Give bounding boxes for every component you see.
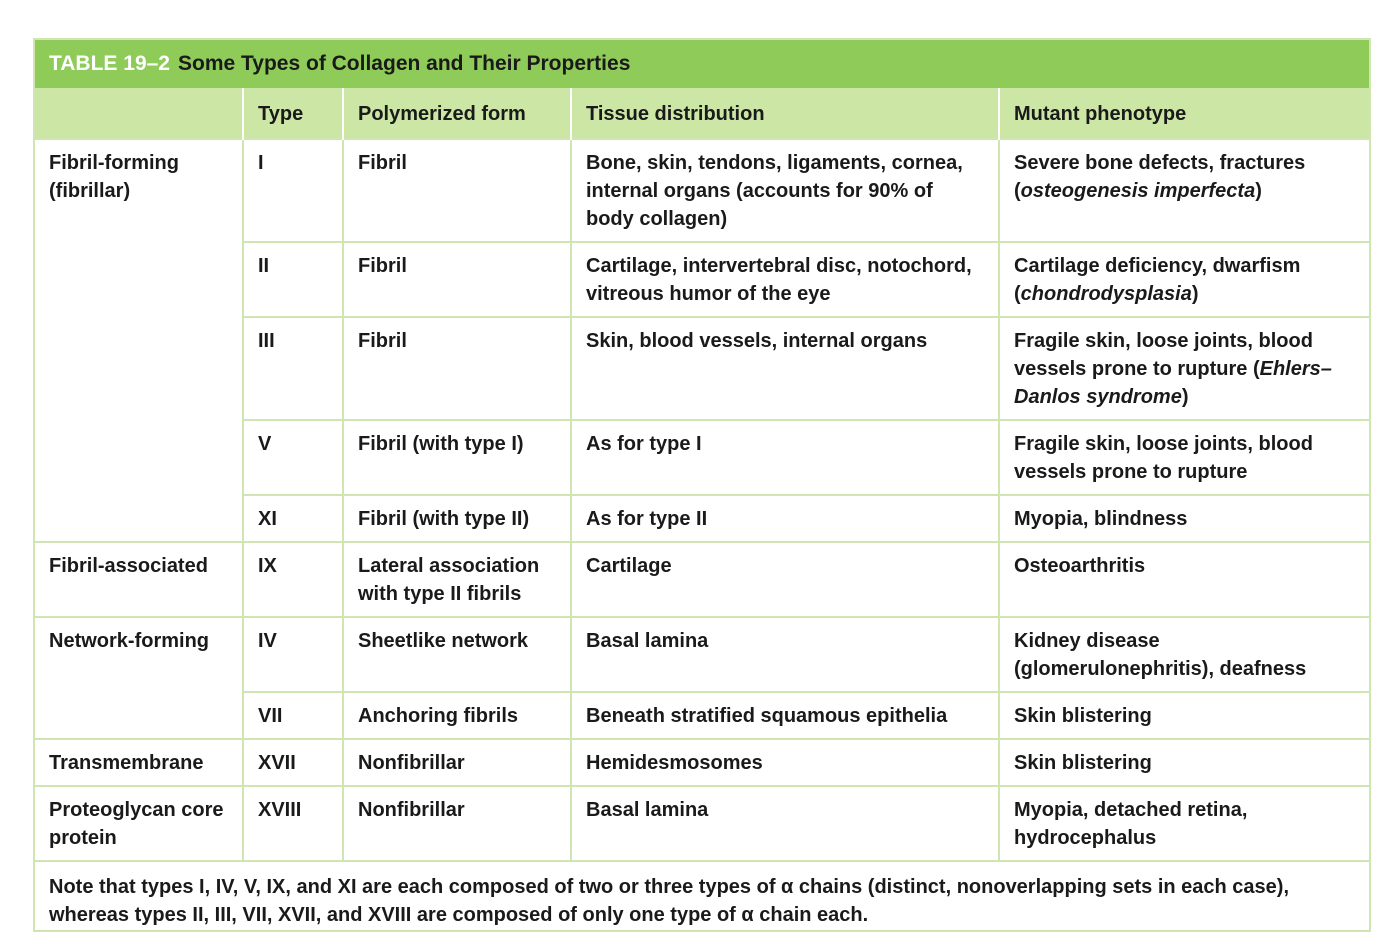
category-proteoglycan-core-protein: Proteoglycan core protein: [35, 786, 243, 861]
tissue-cell: As for type I: [571, 420, 999, 495]
table-title-bar: [35, 40, 1369, 88]
tissue-cell: Skin, blood vessels, internal organs: [571, 317, 999, 420]
form-cell: Lateral association with type II fibrils: [343, 542, 571, 617]
header-mutant-phenotype: Mutant phenotype: [999, 88, 1369, 139]
tissue-cell: Cartilage: [571, 542, 999, 617]
table-title: Some Types of Collagen and Their Properties: [178, 52, 631, 75]
note-row: [35, 861, 1369, 939]
type-cell: III: [243, 317, 343, 420]
category-fibril-forming: Fibril-forming (fibrillar): [35, 139, 243, 542]
table-row: [35, 786, 1369, 861]
table-row: [35, 739, 1369, 786]
category-network-forming: Network-forming: [35, 617, 243, 739]
form-cell: Anchoring fibrils: [343, 692, 571, 739]
type-cell: I: [243, 139, 343, 242]
phenotype-cell: Skin blistering: [999, 692, 1369, 739]
form-cell: Nonfibrillar: [343, 739, 571, 786]
phenotype-cell: Fragile skin, loose joints, blood vessels prone to rupture (Ehlers–Danlos syndrome): [999, 317, 1369, 420]
form-cell: Fibril (with type I): [343, 420, 571, 495]
tissue-cell: As for type II: [571, 495, 999, 542]
type-cell: V: [243, 420, 343, 495]
header-category: [35, 88, 243, 139]
phenotype-cell: Skin blistering: [999, 739, 1369, 786]
phenotype-cell: Cartilage deficiency, dwarfism (chondrodysplasia): [999, 242, 1369, 317]
type-cell: IV: [243, 617, 343, 692]
category-transmembrane: Transmembrane: [35, 739, 243, 786]
type-cell: XI: [243, 495, 343, 542]
table-row: [35, 139, 1369, 242]
header-tissue-distribution: Tissue distribution: [571, 88, 999, 139]
data-table: [35, 88, 1369, 939]
form-cell: Nonfibrillar: [343, 786, 571, 861]
table-row: [35, 617, 1369, 692]
tissue-cell: Basal lamina: [571, 617, 999, 692]
form-cell: Fibril (with type II): [343, 495, 571, 542]
type-cell: VII: [243, 692, 343, 739]
tissue-cell: Basal lamina: [571, 786, 999, 861]
type-cell: XVII: [243, 739, 343, 786]
header-type: Type: [243, 88, 343, 139]
phenotype-cell: Myopia, detached retina, hydrocephalus: [999, 786, 1369, 861]
phenotype-cell: Fragile skin, loose joints, blood vessels prone to rupture: [999, 420, 1369, 495]
collagen-table: [33, 38, 1371, 932]
form-cell: Fibril: [343, 242, 571, 317]
phenotype-cell: Myopia, blindness: [999, 495, 1369, 542]
tissue-cell: Hemidesmosomes: [571, 739, 999, 786]
table-number: TABLE 19–2: [49, 52, 170, 75]
phenotype-cell: Severe bone defects, fractures (osteogenesis imperfecta): [999, 139, 1369, 242]
category-fibril-associated: Fibril-associated: [35, 542, 243, 617]
form-cell: Sheetlike network: [343, 617, 571, 692]
phenotype-cell: Kidney disease (glomerulonephritis), deafness: [999, 617, 1369, 692]
type-cell: II: [243, 242, 343, 317]
tissue-cell: Bone, skin, tendons, ligaments, cornea, internal organs (accounts for 90% of body collagen): [571, 139, 999, 242]
form-cell: Fibril: [343, 139, 571, 242]
form-cell: Fibril: [343, 317, 571, 420]
tissue-cell: Beneath stratified squamous epithelia: [571, 692, 999, 739]
table-note: Note that types I, IV, V, IX, and XI are each composed of two or three types of α chains (distinct, nonoverlapping sets in each case), whereas types II, III, VII, XVII, and XVIII are composed of only one type of α chain each.: [35, 861, 1369, 939]
tissue-cell: Cartilage, intervertebral disc, notochord, vitreous humor of the eye: [571, 242, 999, 317]
table-row: [35, 542, 1369, 617]
type-cell: IX: [243, 542, 343, 617]
phenotype-cell: Osteoarthritis: [999, 542, 1369, 617]
header-polymerized-form: Polymerized form: [343, 88, 571, 139]
header-row: [35, 88, 1369, 139]
type-cell: XVIII: [243, 786, 343, 861]
